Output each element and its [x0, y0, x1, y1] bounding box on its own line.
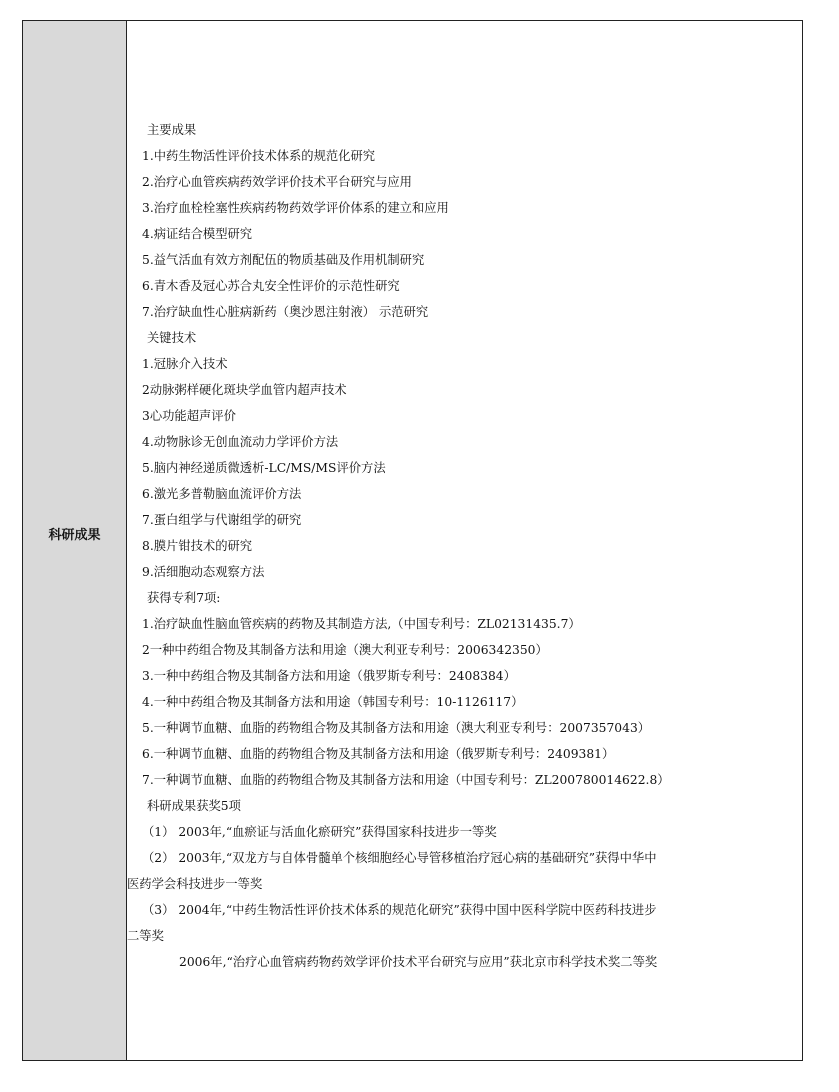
award-item: 2006年,“治疗心血管病药物药效学评价技术平台研究与应用”获北京市科学技术奖二等奖: [179, 955, 658, 969]
awards-heading: 科研成果获奖5项: [147, 799, 241, 813]
main-result-item: 7.治疗缺血性心脏病新药（奥沙恩注射液） 示范研究: [142, 305, 429, 319]
award-item-continuation: 医药学会科技进步一等奖: [127, 877, 263, 891]
award-item: （3） 2004年,“中药生物活性评价技术体系的规范化研究”获得中国中医科学院中医药科技进步: [142, 903, 657, 917]
content-body: [127, 117, 796, 975]
achievements-table: [22, 20, 803, 1061]
key-tech-item: 6.激光多普勒脑血流评价方法: [142, 487, 302, 501]
key-tech-item: 1.冠脉介入技术: [142, 357, 228, 371]
key-tech-item: 9.活细胞动态观察方法: [142, 565, 265, 579]
patent-item: 5.一种调节血糖、血脂的药物组合物及其制备方法和用途（澳大利亚专利号：2007357043）: [142, 721, 651, 735]
award-item: （1） 2003年,“血瘀证与活血化瘀研究”获得国家科技进步一等奖: [142, 825, 497, 839]
key-tech-item: 5.脑内神经递质微透析-LC/MS/MS评价方法: [142, 461, 386, 475]
main-result-item: 1.中药生物活性评价技术体系的规范化研究: [142, 149, 376, 163]
main-result-item: 5.益气活血有效方剂配伍的物质基础及作用机制研究: [142, 253, 425, 267]
main-results-heading: 主要成果: [147, 123, 197, 137]
patents-heading: 获得专利7项:: [147, 591, 221, 605]
main-result-item: 4.病证结合模型研究: [142, 227, 253, 241]
key-tech-heading: 关键技术: [147, 331, 197, 345]
key-tech-item: 7.蛋白组学与代谢组学的研究: [142, 513, 302, 527]
section-label-cell: [23, 21, 127, 1060]
key-tech-item: 2动脉粥样硬化斑块学血管内超声技术: [142, 383, 347, 397]
award-item-continuation: 二等奖: [127, 929, 164, 943]
section-label: 科研成果: [48, 528, 101, 543]
patent-item: 4.一种中药组合物及其制备方法和用途（韩国专利号：10-1126117）: [142, 695, 524, 709]
main-result-item: 6.青木香及冠心苏合丸安全性评价的示范性研究: [142, 279, 400, 293]
key-tech-item: 8.膜片钳技术的研究: [142, 539, 253, 553]
patent-item: 3.一种中药组合物及其制备方法和用途（俄罗斯专利号：2408384）: [142, 669, 516, 683]
main-result-item: 3.治疗血栓栓塞性疾病药物药效学评价体系的建立和应用: [142, 201, 449, 215]
key-tech-item: 4.动物脉诊无创血流动力学评价方法: [142, 435, 339, 449]
award-item: （2） 2003年,“双龙方与自体骨髓单个核细胞经心导管移植治疗冠心病的基础研究”获得中华中: [142, 851, 657, 865]
patent-item: 7.一种调节血糖、血脂的药物组合物及其制备方法和用途（中国专利号：ZL200780014622.8）: [142, 773, 670, 787]
key-tech-item: 3心功能超声评价: [142, 409, 236, 423]
content-cell: [127, 21, 802, 1060]
patent-item: 2一种中药组合物及其制备方法和用途（澳大利亚专利号：2006342350）: [142, 643, 548, 657]
patent-item: 1.治疗缺血性脑血管疾病的药物及其制造方法,（中国专利号：ZL02131435.7）: [142, 617, 581, 631]
main-result-item: 2.治疗心血管疾病药效学评价技术平台研究与应用: [142, 175, 412, 189]
patent-item: 6.一种调节血糖、血脂的药物组合物及其制备方法和用途（俄罗斯专利号：2409381）: [142, 747, 615, 761]
